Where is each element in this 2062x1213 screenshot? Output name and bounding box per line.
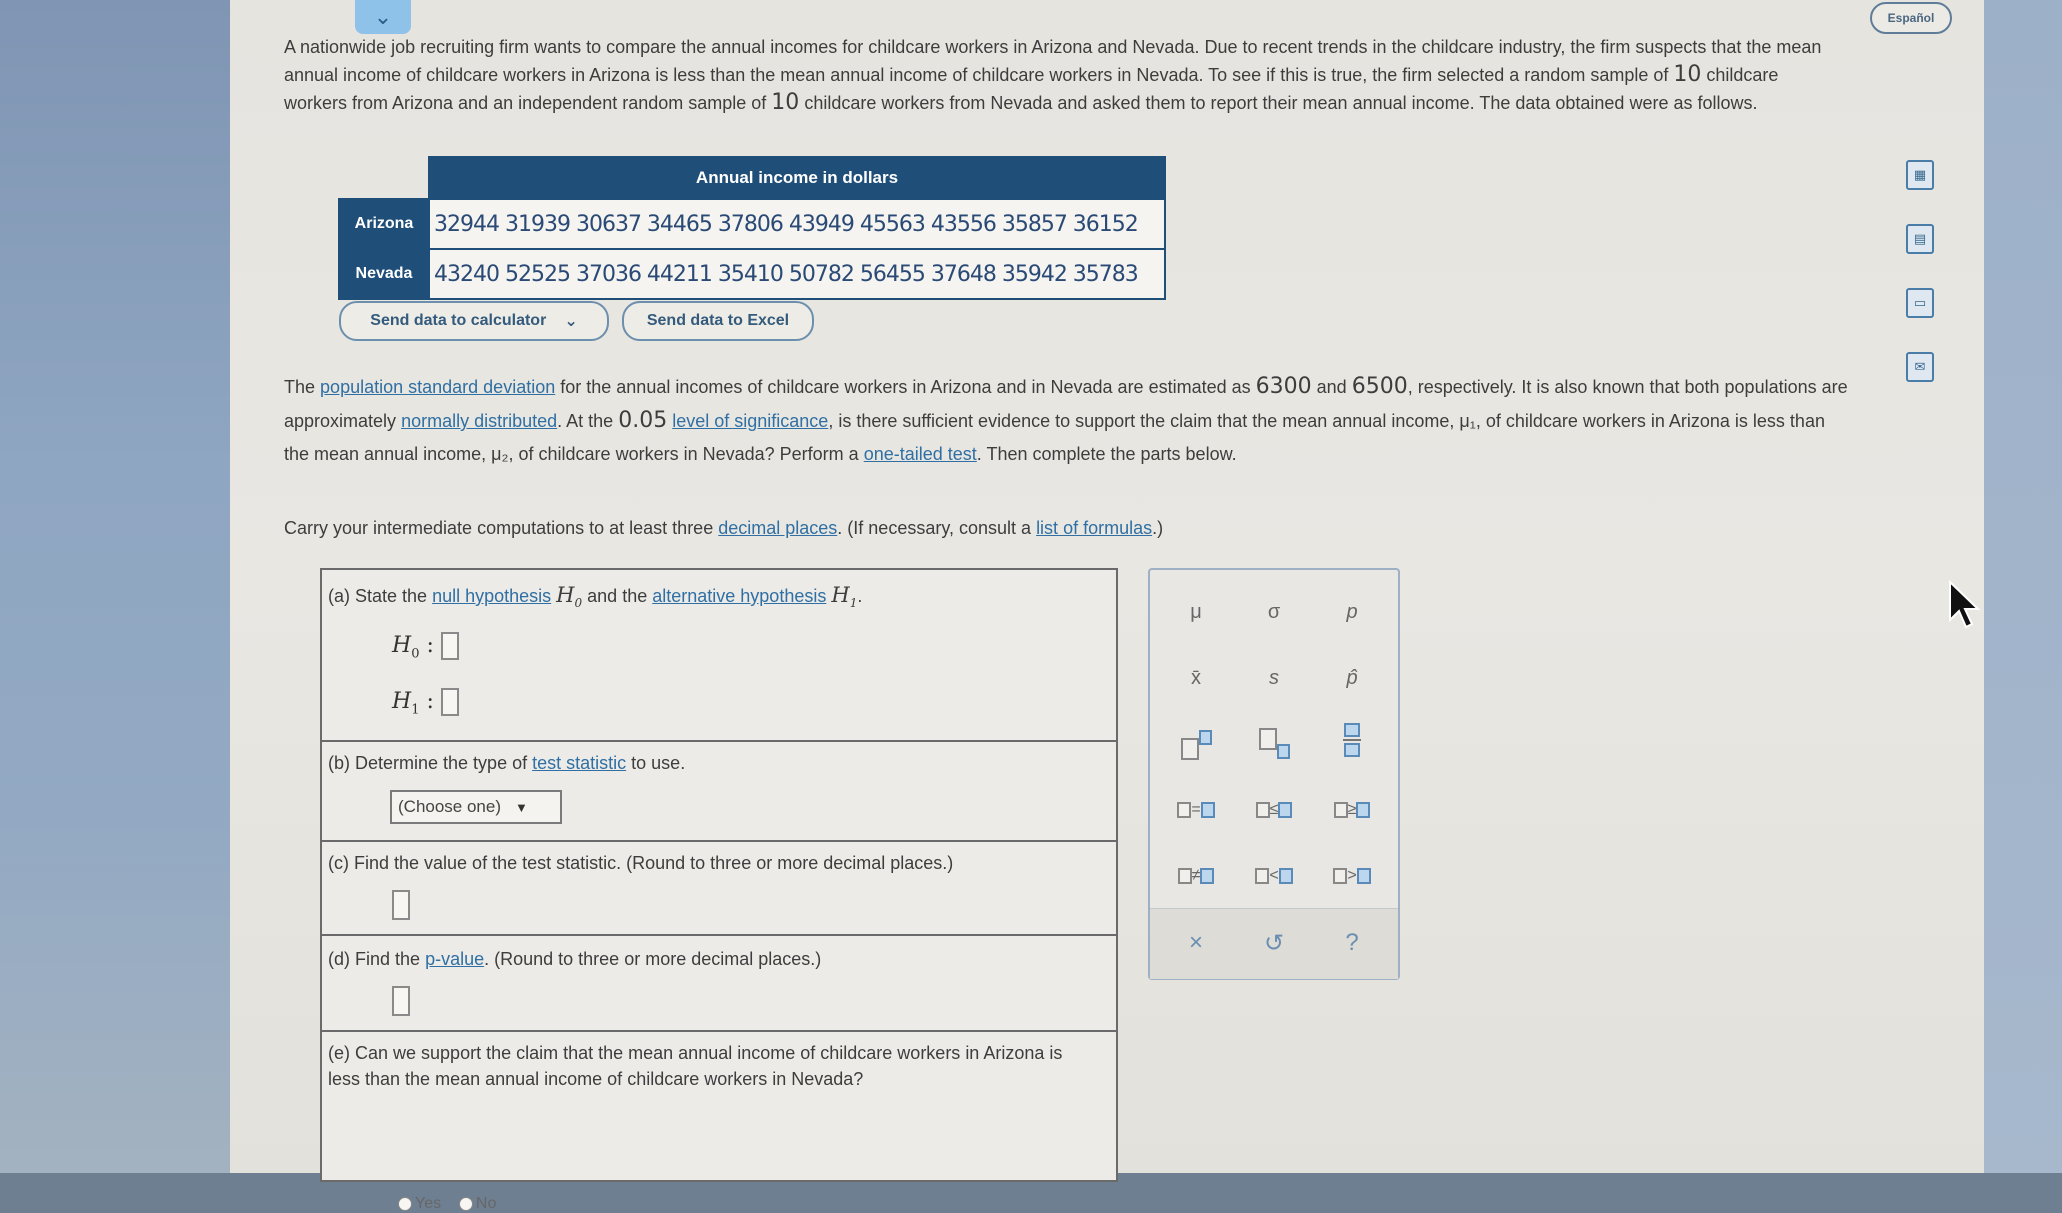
income-data-table	[338, 156, 1166, 300]
leq-symbol: ≤	[1269, 801, 1279, 818]
p-value-input[interactable]	[392, 986, 410, 1016]
clear-icon[interactable]: ×	[1188, 929, 1203, 956]
arizona-values: 32944 31939 30637 34465 37806 43949 45563 43556 35857 36152	[429, 199, 1165, 249]
text: (b) Determine the type of	[328, 753, 528, 773]
h1-input[interactable]	[441, 688, 459, 716]
formulas-link[interactable]: list of formulas	[1036, 518, 1153, 538]
text: . (Round to three or more decimal places.)	[484, 949, 822, 969]
sigma-button[interactable]: σ	[1267, 600, 1281, 623]
symbol-palette	[1148, 568, 1400, 980]
one-tailed-test-link[interactable]: one-tailed test	[863, 444, 977, 464]
mouse-cursor-icon	[1948, 580, 1982, 630]
table-header: Annual income in dollars	[429, 157, 1165, 199]
text: and the	[587, 586, 648, 606]
yes-option[interactable]	[398, 1195, 441, 1212]
no-option[interactable]	[459, 1195, 496, 1212]
table-row	[339, 249, 1165, 299]
part-e	[322, 1032, 1116, 1212]
table-row	[339, 199, 1165, 249]
text: . (If necessary, consult a	[837, 518, 1032, 538]
textbook-icon[interactable]: ▤	[1906, 224, 1934, 254]
background-left	[0, 0, 230, 1173]
mu2-symbol: μ₂	[491, 444, 509, 464]
xbar-button[interactable]: x̄	[1191, 666, 1201, 689]
fraction-icon[interactable]	[1322, 720, 1382, 760]
text: (d) Find the	[328, 949, 421, 969]
mu1-symbol: μ₁	[1459, 411, 1476, 431]
sample-size-arizona: 10	[1673, 62, 1702, 87]
undo-icon[interactable]: ↺	[1263, 929, 1285, 957]
population-sd-link[interactable]: population standard deviation	[320, 377, 556, 397]
select-value: (Choose one)	[398, 797, 502, 816]
text: . At the	[557, 411, 614, 431]
row-label-arizona: Arizona	[339, 199, 429, 249]
not-equal-button[interactable]	[1166, 856, 1226, 896]
significance-level: 0.05	[618, 408, 668, 433]
help-icon[interactable]: ?	[1345, 929, 1359, 956]
instructions	[284, 513, 1854, 543]
calculator-icon[interactable]: ▦	[1906, 160, 1934, 190]
question-panel	[320, 568, 1118, 1212]
intro-text: childcare workers from Nevada and asked them to report their mean annual income. The data obtained were as follows.	[804, 93, 1758, 113]
leq-button[interactable]	[1244, 790, 1304, 830]
mu-button[interactable]: μ	[1190, 600, 1202, 623]
part-e-text: (e) Can we support the claim that the mean annual income of childcare workers in Arizona is less than the mean annual income of childcare workers in Nevada?	[328, 1043, 1063, 1089]
null-hypothesis-link[interactable]: null hypothesis	[432, 586, 552, 606]
greater-than-button[interactable]	[1322, 856, 1382, 896]
nevada-values: 43240 52525 37036 44211 35410 50782 56455 37648 35942 35783	[429, 249, 1165, 299]
part-d	[322, 936, 1116, 1032]
decimal-places-link[interactable]: decimal places	[718, 518, 838, 538]
palette-actions	[1150, 908, 1398, 979]
part-c	[322, 842, 1116, 936]
significance-link[interactable]: level of significance	[672, 411, 829, 431]
h0-label: H	[392, 633, 412, 658]
chevron-down-icon: ⌄	[564, 313, 578, 330]
send-to-calculator-button[interactable]	[339, 301, 609, 341]
text: , of childcare workers in Nevada? Perform a	[508, 444, 859, 464]
h0-row: $H_0$ :	[392, 632, 459, 661]
p-button[interactable]: p	[1346, 600, 1358, 623]
mail-icon[interactable]: ✉	[1906, 352, 1934, 382]
h1-row: $H_1$ :	[392, 688, 459, 717]
test-statistic-link[interactable]: test statistic	[532, 753, 627, 773]
superscript-icon[interactable]	[1166, 724, 1226, 764]
radio-yes[interactable]	[398, 1197, 412, 1211]
text: , respectively. It is also known that both populations are approximately	[284, 377, 1848, 431]
yes-no-options	[398, 1195, 496, 1213]
h0-input[interactable]	[441, 632, 459, 660]
intro-text: childcare workers from Arizona and an independent random sample of	[284, 65, 1779, 113]
s-button[interactable]: s	[1269, 666, 1279, 689]
neq-symbol: ≠	[1191, 867, 1201, 884]
sd-arizona: 6300	[1255, 374, 1312, 399]
part-a: (a) State the null hypothesis $H_0$ and the alternative hypothesis $H_1$. $H_0$ : $H_1$ :	[322, 570, 1116, 742]
subscript-icon[interactable]	[1244, 724, 1304, 764]
geq-symbol: ≥	[1347, 801, 1357, 818]
text: . Then complete the parts below.	[976, 444, 1237, 464]
geq-button[interactable]	[1322, 790, 1382, 830]
p-value-link[interactable]: p-value	[425, 949, 485, 969]
text: and	[1316, 377, 1347, 397]
text: for the annual incomes of childcare workers in Arizona and in Nevada are estimated as	[560, 377, 1251, 397]
radio-no[interactable]	[459, 1197, 473, 1211]
send-to-excel-button[interactable]: Send data to Excel	[622, 301, 814, 341]
phat-button[interactable]: p̂	[1346, 666, 1358, 689]
test-statistic-input[interactable]	[392, 890, 410, 920]
collapse-chevron-icon[interactable]: ⌄	[355, 0, 411, 34]
text: to use.	[631, 753, 686, 773]
equals-button[interactable]	[1166, 790, 1226, 830]
row-label-nevada: Nevada	[339, 249, 429, 299]
no-label: No	[475, 1195, 497, 1212]
yes-label: Yes	[415, 1195, 442, 1212]
text: .)	[1152, 518, 1164, 538]
alternative-hypothesis-link[interactable]: alternative hypothesis	[652, 586, 827, 606]
test-type-select[interactable]	[390, 790, 562, 824]
sd-nevada: 6500	[1351, 374, 1408, 399]
language-button[interactable]: Español	[1870, 2, 1952, 34]
intro-text: A nationwide job recruiting firm wants to compare the annual incomes for childcare workers in Arizona and Nevada. Due to recent trends in the childcare industry, the firm suspects that the mean annual income of childcare workers in Arizona is less than the mean annual income of childcare workers in Nevada. To see if this is true, the firm selected a random sample of	[284, 37, 1822, 85]
lt-symbol: <	[1269, 867, 1279, 884]
dropdown-arrow-icon: ▼	[515, 799, 528, 815]
text: , of childcare workers in Arizona is less than the mean annual income,	[284, 411, 1825, 464]
data-icon[interactable]: ▭	[1906, 288, 1934, 318]
text: The	[284, 377, 316, 397]
normally-distributed-link[interactable]: normally distributed	[401, 411, 558, 431]
part-c-text: (c) Find the value of the test statistic. (Round to three or more decimal places.)	[328, 853, 954, 873]
problem-intro	[284, 34, 1840, 117]
problem-statement	[284, 370, 1854, 471]
background-right	[1984, 0, 2062, 1173]
calculator-button-label: Send data to calculator	[370, 312, 547, 329]
h1-label: H	[392, 689, 412, 714]
text: Carry your intermediate computations to at least three	[284, 518, 714, 538]
less-than-button[interactable]	[1244, 856, 1304, 896]
text: , is there sufficient evidence to support the claim that the mean annual income,	[828, 411, 1455, 431]
text: (a) State the	[328, 586, 428, 606]
sample-size-nevada: 10	[771, 90, 800, 115]
gt-symbol: >	[1347, 867, 1357, 884]
part-b	[322, 742, 1116, 842]
equals-symbol: =	[1191, 801, 1201, 818]
